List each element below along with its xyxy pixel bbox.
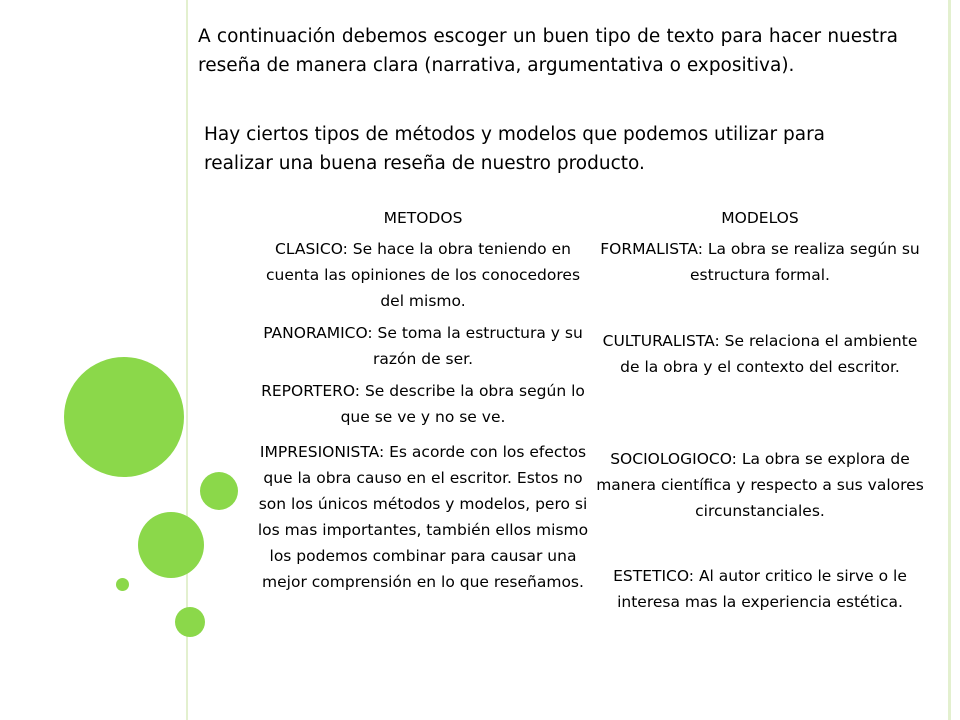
model-sociologioco: SOCIOLOGIOCO: La obra se explora de manera científica y respecto a sus valores circunstanciales. xyxy=(596,450,924,520)
decor-circle-large xyxy=(64,357,184,477)
model-culturalista: CULTURALISTA: Se relaciona el ambiente de la obra y el contexto del escritor. xyxy=(602,332,918,376)
header-modelos: MODELOS xyxy=(721,209,799,227)
decor-circle-small-2 xyxy=(175,607,205,637)
model-formalista: FORMALISTA: La obra se realiza según su estructura formal. xyxy=(600,240,920,284)
decor-line-right xyxy=(948,0,951,720)
model-estetico: ESTETICO: Al autor critico le sirve o le interesa mas la experiencia estética. xyxy=(613,567,907,611)
method-reportero: REPORTERO: Se describe la obra según lo que se ve y no se ve. xyxy=(261,382,585,426)
methods-intro-paragraph: Hay ciertos tipos de métodos y modelos que podemos utilizar para realizar una buena reseña de nuestro producto. xyxy=(204,124,826,174)
method-impresionista: IMPRESIONISTA: Es acorde con los efectos que la obra causo en el escritor. Estos no son los únicos métodos y modelos, pero si los mas importantes, también ellos mismo los podemos combinar para causar una mejor comprensión en lo que reseñamos. xyxy=(257,443,589,591)
decor-circle-tiny xyxy=(116,578,129,591)
method-clasico: CLASICO: Se hace la obra teniendo en cuenta las opiniones de los conocedores del mismo. xyxy=(265,240,581,310)
decor-circle-small-1 xyxy=(200,472,238,510)
intro-paragraph: A continuación debemos escoger un buen tipo de texto para hacer nuestra reseña de manera clara (narrativa, argumentativa o expositiva). xyxy=(198,26,898,76)
decor-circle-medium xyxy=(138,512,204,578)
header-metodos: METODOS xyxy=(383,209,463,227)
method-panoramico: PANORAMICO: Se toma la estructura y su razón de ser. xyxy=(263,324,583,368)
